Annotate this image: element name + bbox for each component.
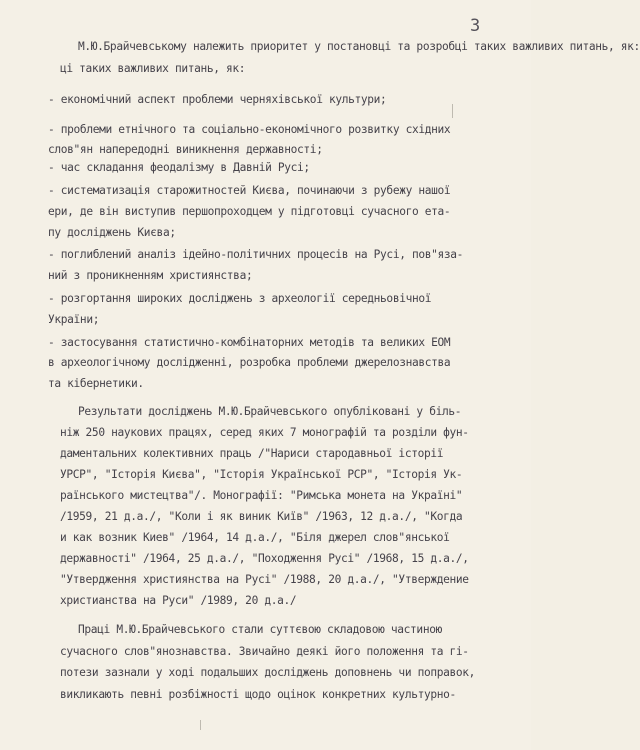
text-line: - поглиблений аналіз ідейно-політичних процесів на Русі, пов"яза- <box>48 248 464 261</box>
text-line: в археологічному дослідженні, розробка проблеми джерелознавства <box>48 356 451 369</box>
text-line: ери, де він виступив першопроходцем у підготовці сучасного ета- <box>48 205 451 218</box>
text-line: - систематизація старожитностей Києва, починаючи з рубежу нашої <box>48 184 451 197</box>
text-line: Праці М.Ю.Брайчевського стали суттєвою складовою частиною <box>78 623 442 636</box>
page-number: 3 <box>470 16 480 36</box>
text-line: христианства на Руси" /1989, 20 д.а./ <box>60 594 297 607</box>
text-line: ний з проникненням християнства; <box>48 269 253 282</box>
text-line: та кібернетики. <box>48 377 144 390</box>
text-line: УРСР", "Історія Києва", "Історія Української РСР", "Історія Ук- <box>60 468 463 481</box>
text-line: раїнського мистецтва"/. Монографії: "Римська монета на Україні" <box>60 489 463 502</box>
text-line: потези зазнали у ході подальших досліджень доповнень чи поправок, <box>60 666 476 679</box>
text-line: слов"ян напередодні виникнення державності; <box>48 143 323 156</box>
pen-mark <box>200 720 201 730</box>
text-line: сучасного слов"янознавства. Звичайно деякі його положення та гі- <box>60 645 469 658</box>
text-line: и как возник Киев" /1964, 14 д.а./, "Біля джерел слов"янської <box>60 531 450 544</box>
text-line: - розгортання широких досліджень з археології середньовічної <box>48 292 432 305</box>
text-line: даментальних колективних праць /"Нариси стародавньої історії <box>60 447 444 460</box>
text-line: - час складання феодалізму в Давній Русі; <box>48 161 310 174</box>
pen-mark <box>452 104 453 118</box>
text-line: М.Ю.Брайчевському належить приоритет у постановці та розробці таких важливих питань, як: <box>78 40 640 53</box>
text-line: - проблеми етнічного та соціально-економічного розвитку східних <box>48 123 451 136</box>
text-line: України; <box>48 313 100 326</box>
text-line: - економічний аспект проблеми черняхівської культури; <box>48 93 387 106</box>
text-line: Результати досліджень М.Ю.Брайчевського опубліковані у біль- <box>78 405 462 418</box>
text-line: - застосування статистично-комбінаторних методів та великих ЕОМ <box>48 336 451 349</box>
text-line: /1959, 21 д.а./, "Коли і як виник Київ" /1963, 12 д.а./, "Когда <box>60 510 463 523</box>
text-line: ніж 250 наукових працях, серед яких 7 монографій та розділи фун- <box>60 426 469 439</box>
text-line: ці таких важливих питань, як: <box>60 62 246 75</box>
text-line: "Утвердження християнства на Русі" /1988, 20 д.а./, "Утверждение <box>60 573 469 586</box>
text-line: державності" /1964, 25 д.а./, "Походження Русі" /1968, 15 д.а./, <box>60 552 469 565</box>
text-line: пу досліджень Києва; <box>48 226 176 239</box>
text-line: викликають певні розбіжності щодо оцінок конкретних культурно- <box>60 688 456 701</box>
